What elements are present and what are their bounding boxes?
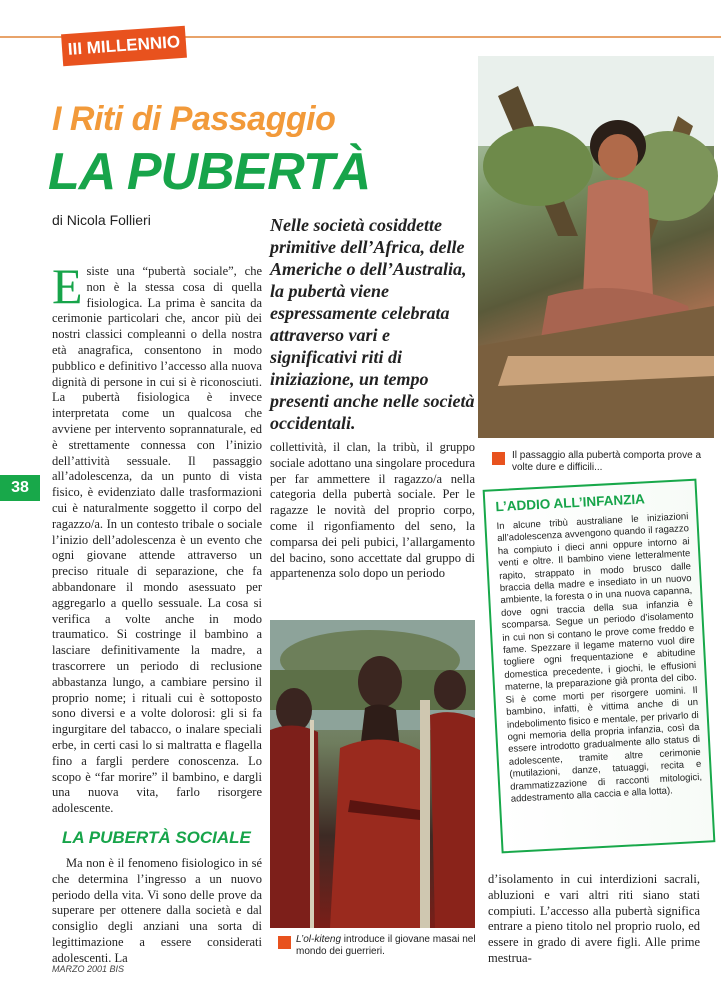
sidebar-text: In alcune tribù australiane le iniziazioni all’adolescenza avvengono quando il ragazzo ha compiuto i dieci anni oppure intorno ai venti e oltre. Il bambino viene letteralmente rapito, strappato in modo brusco dalle braccia della madre e insediato in un nuovo ambiente, la foresta o in una nuova capanna, dove ogni traccia della sua infanzia è scomparsa. Segue un periodo d’isolamento in cui non si contano le prove come freddo e fame. Spezzare il legame materno vuol dire togliere ogni frequentazione e abitudine domestica precedente, i giochi, le effusioni materne, la preparazione già pronta del cibo. Si è come morti per risorgere uomini. Il bambino, infatti, è vittima anche di un indebolimento fisico e mentale, per privarlo di ogni memoria della propria infanzia, così da essere introdotto gradualmente allo status di adolescente, tramite altre cerimonie (mutilazioni, danze, tatuaggi, recita e drammatizzazione di racconti mitologici, addestramento alla caccia e alla lotta). xyxy=(496,511,703,805)
caption-emphasis: L’ol-kiteng xyxy=(296,934,342,945)
masai-warriors-photo xyxy=(270,620,475,928)
sidebar-title: L’ADDIO ALL’INFANZIA xyxy=(495,491,646,515)
lead-paragraph: Nelle società cosiddette primitive dell’Africa, delle Americhe o dell’Australia, la pubertà viene espressamente celebrata attraverso vari e significativi riti di iniziazione, un tempo presenti anche nelle società occidentali. xyxy=(270,215,475,433)
subheading: LA PUBERTÀ SOCIALE xyxy=(62,828,251,847)
column-3-body: d’isolamento in cui interdizioni sacrali, abluzioni e vari altri riti siano stati compiuti. L’accesso alla pubertà significa entrare a pieno titolo nel proprio ruolo, ed essere in grado di avere figli. Alle prime mestrua- xyxy=(488,872,700,965)
boy-in-tree-photo xyxy=(478,56,714,438)
column-2-body: collettività, il clan, la tribù, il gruppo sociale adottano una singolare procedura per far ammettere il ragazzo/a nella categoria della pubertà sociale. Per le ragazze le novità del proprio corpo, come il rigonfiamento del seno, la comparsa dei peli pubici, l’allargamento del bacino, sono accettate dal gruppo di appartenenza solo dopo un periodo xyxy=(270,440,475,581)
byline: di Nicola Follieri xyxy=(52,212,151,228)
sidebar-box xyxy=(483,479,716,854)
caption-marker xyxy=(492,452,505,465)
drop-cap: E xyxy=(52,258,83,314)
article-kicker: I Riti di Passaggio xyxy=(52,100,336,138)
column-1-text: siste una “pubertà sociale”, che non è la stessa cosa di quella fisiologica. La prima è sancita da cerimonie particolari che, ancor più dei nostri classici compleanni o della nostra età anagrafica, consentono in modo pubblico e definitivo l’accesso alla nuova dignità di persone in cui si è riconosciuti. La pubertà fisiologica è invece interpretata come un qualcosa che avviene per intervento soprannaturale, ed è strettamente connessa con l’inizio dell’attività sessuale. Il passaggio all’adolescenza, da un punto di vista fisico, è evidenziato dalle trasformazioni cui è naturalmente soggetto il corpo del ragazzo/a. In un contesto tribale o sociale l’inizio dell’adolescenza è un evento che ogni giovane attende attraverso un preciso rituale di separazione, che fa abbandonare il mondo asessuato per aggregarlo a quello sessuale. La cosa si verifica a volte anche in modo traumatico. Si costringe il bambino a lasciare definitivamente la madre, a trascorrere un periodo di reclusione abbastanza lungo, a cambiare persino il proprio nome; i rituali cui è sottoposto sono diversi e a volte dolorosi: gli si fa ingurgitare del tabacco, o inalare speciali erbe, in certi casi lo si maltratta e flagella fino a fargli perdere conoscenza. Lo scopo è “far morire” il bambino, e dargli una nuova vita, farlo risorgere adolescente. xyxy=(52,264,262,816)
photo1-caption: Il passaggio alla pubertà comporta prove a volte dure e difficili... xyxy=(512,450,702,473)
boy-in-tree-illustration xyxy=(478,56,714,438)
page-footer: MARZO 2001 BIS xyxy=(52,964,125,974)
page-number: 38 xyxy=(0,475,40,501)
masai-warriors-illustration xyxy=(270,620,475,928)
column-1-body xyxy=(52,258,262,824)
caption-text: introduce il giovane masai nel mondo dei guerrieri. xyxy=(296,934,476,957)
article-title: LA PUBERTÀ xyxy=(48,143,371,201)
photo2-caption xyxy=(296,934,476,958)
column-1-bottom: Ma non è il fenomeno fisiologico in sé che determina l’ingresso a un nuovo periodo della vita. Vi sono delle prove da superare per ottenere dalla società e dal consiglio degli anziani una sorta di legittimazione a essere considerati adolescenti. La xyxy=(52,856,262,965)
section-tag: III MILLENNIO xyxy=(61,26,187,67)
caption-marker xyxy=(278,936,291,949)
